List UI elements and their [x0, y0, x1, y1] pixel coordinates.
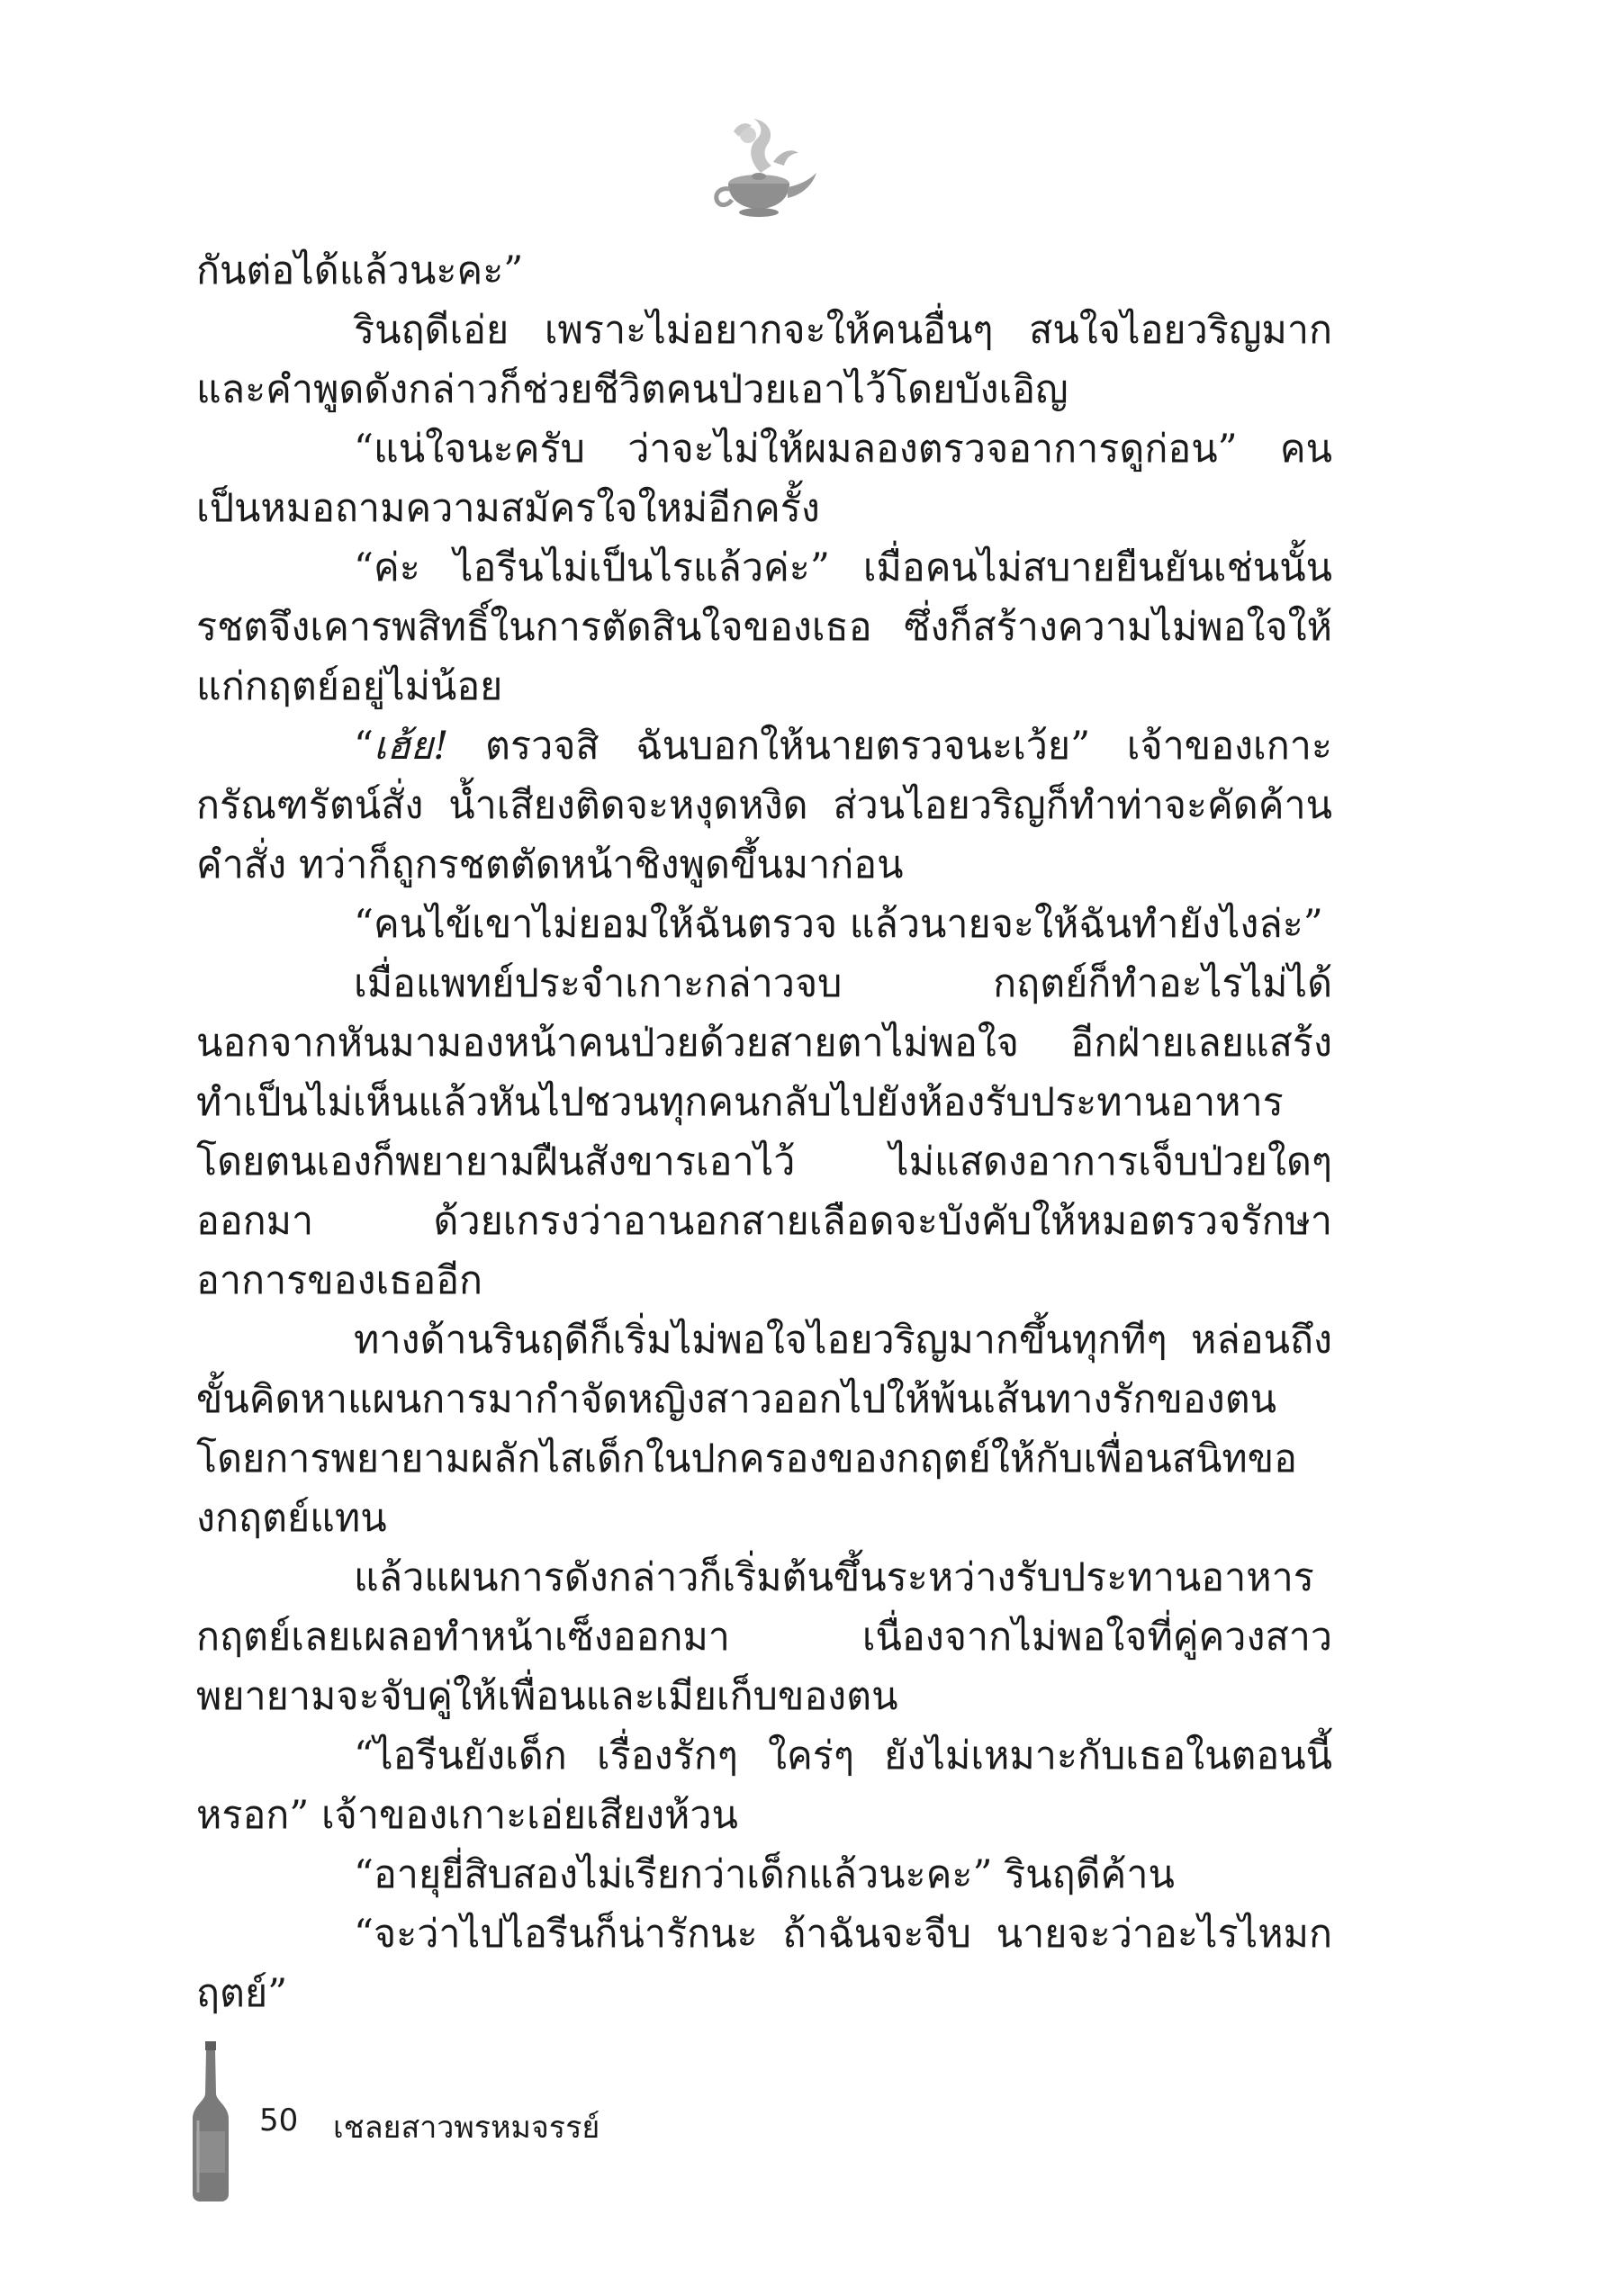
paragraph: แล้วแผนการดังกล่าวก็เริ่มต้นขึ้นระหว่างรับประทานอาหาร กฤตย์เลยเผลอทำหน้าเซ็งออกมา เนื่องจากไม่พอใจที่คู่ควงสาวพยายามจะจับคู่ให้เพื่อนและเมียเก็บของตน [196, 1555, 1332, 1719]
paragraph: “จะว่าไปไอรีนก็น่ารักนะ ถ้าฉันจะจีบ นายจะว่าอะไรไหมกฤตย์” [196, 1912, 1332, 2016]
paragraph: “คนไข้เขาไม่ยอมให้ฉันตรวจ แล้วนายจะให้ฉันทำยังไงล่ะ” [354, 902, 1323, 947]
paragraph [196, 716, 1332, 895]
paragraph: “แน่ใจนะครับ ว่าจะไม่ให้ผมลองตรวจอาการดูก่อน” คนเป็นหมอถามความสมัครใจใหม่อีกครั้ง [196, 427, 1332, 531]
paragraph: รินฤดีเอ่ย เพราะไม่อยากจะให้คนอื่นๆ สนใจไอยวริญมาก และคำพูดดังกล่าวก็ช่วยชีวิตคนป่วยเอาไว้โดยบังเอิญ [196, 308, 1332, 412]
running-title: เชลยสาวพรหมจรรย์ [333, 2110, 600, 2146]
chapter-text [196, 241, 1332, 2023]
paragraph: เมื่อแพทย์ประจำเกาะกล่าวจบ กฤตย์ก็ทำอะไรไม่ได้นอกจากหันมามองหน้าคนป่วยด้วยสายตาไม่พอใจ อีกฝ่ายเลยแสร้งทำเป็นไม่เห็นแล้วหันไปชวนทุกคนกลับไปยังห้องรับประทานอาหาร โดยตนเองก็พยายามฝืนสังขารเอาไว้ ไม่แสดงอาการเจ็บป่วยใดๆ ออกมา ด้วยเกรงว่าอานอกสายเลือดจะบังคับให้หมอตรวจรักษาอาการของเธออีก [196, 961, 1332, 1303]
genie-lamp-icon [698, 108, 824, 234]
paragraph: ทางด้านรินฤดีก็เริ่มไม่พอใจไอยวริญมากขึ้นทุกทีๆ หล่อนถึงขั้นคิดหาแผนการมากำจัดหญิงสาวออกไปให้พ้นเส้นทางรักของตน โดยการพยายามผลักไสเด็กในปกครองของกฤตย์ให้กับเพื่อนสนิทของกฤตย์แทน [196, 1318, 1332, 1541]
paragraph: “อายุยี่สิบสองไม่เรียกว่าเด็กแล้วนะคะ” รินฤดีค้าน [354, 1852, 1175, 1897]
paragraph: “ไอรีนยังเด็ก เรื่องรักๆ ใคร่ๆ ยังไม่เหมาะกับเธอในตอนนี้หรอก” เจ้าของเกาะเอ่ยเสียงห้วน [196, 1733, 1332, 1838]
exclamation: เฮ้ย! [373, 724, 449, 769]
wine-bottle-icon [189, 2041, 232, 2201]
page-number: 50 [259, 2102, 299, 2138]
paragraph-rest: ตรวจสิ ฉันบอกให้นายตรวจนะเว้ย” เจ้าของเกาะกรัณฑรัตน์สั่ง น้ำเสียงติดจะหงุดหงิด ส่วนไอยวริญก็ทำท่าจะคัดค้านคำสั่ง ทว่าก็ถูกรชตตัดหน้าชิงพูดขึ้นมาก่อน [196, 724, 1332, 887]
quote-open: “ [354, 724, 374, 769]
paragraph: กันต่อได้แล้วนะคะ” [196, 248, 524, 293]
paragraph: “ค่ะ ไอรีนไม่เป็นไรแล้วค่ะ” เมื่อคนไม่สบายยืนยันเช่นนั้น รชตจึงเคารพสิทธิ์ในการตัดสินใจของเธอ ซึ่งก็สร้างความไม่พอใจให้แก่กฤตย์อยู่ไม่น้อย [196, 545, 1332, 709]
page-footer [189, 2041, 909, 2203]
